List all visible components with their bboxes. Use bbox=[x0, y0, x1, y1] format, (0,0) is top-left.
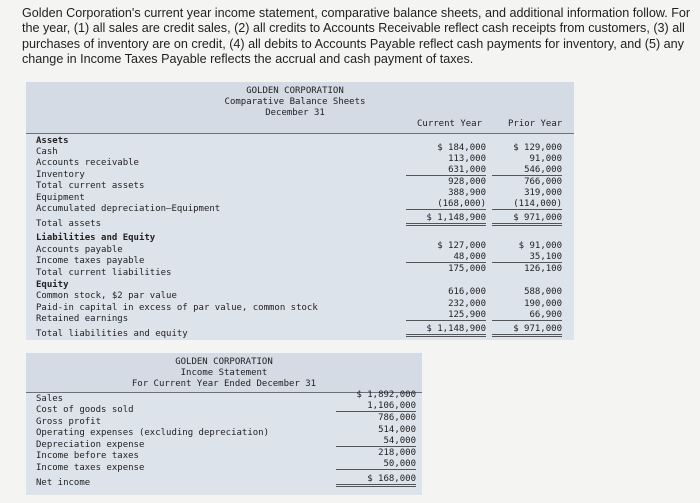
row-label: Income taxes payable bbox=[36, 256, 145, 266]
income-value: 54,000 bbox=[336, 436, 416, 447]
current-year-value: $ 127,000 bbox=[437, 241, 486, 251]
row-label: Accounts receivable bbox=[36, 158, 139, 168]
balance-sheet-date: December 31 bbox=[265, 108, 325, 118]
row-label: Income before taxes bbox=[36, 451, 139, 461]
row-label: Income taxes expense bbox=[36, 463, 145, 473]
income-statement-title: Income Statement bbox=[180, 368, 268, 378]
balance-sheet-company: GOLDEN CORPORATION bbox=[246, 86, 344, 96]
balance-sheet-title: Comparative Balance Sheets bbox=[224, 97, 366, 107]
prior-year-value: 35,100 bbox=[492, 252, 562, 263]
intro-line: Golden Corporation's current year income statement, comparative balance sheets, and additional information follow. For bbox=[22, 6, 691, 20]
row-label: Retained earnings bbox=[36, 314, 129, 324]
prior-year-value: 66,900 bbox=[492, 310, 562, 321]
row-label: Total current assets bbox=[36, 181, 145, 191]
current-year-value: 388,900 bbox=[448, 188, 486, 198]
current-year-value: $ 1,148,900 bbox=[406, 213, 486, 226]
income-value: 514,000 bbox=[378, 425, 416, 435]
prior-year-value: 766,000 bbox=[524, 177, 562, 187]
prior-year-value: 588,000 bbox=[524, 287, 562, 297]
prior-year-value: 190,000 bbox=[524, 299, 562, 309]
intro-line: the year, (1) all sales are credit sales, (2) all credits to Accounts Receivable reflect cash receipts from customers, (3) all bbox=[22, 21, 685, 36]
section-heading-assets: Assets bbox=[36, 136, 69, 146]
row-label: Sales bbox=[36, 394, 64, 404]
intro-paragraph bbox=[22, 6, 691, 67]
section-heading-liabilities-equity: Liabilities and Equity bbox=[36, 233, 156, 243]
current-year-value: 616,000 bbox=[448, 287, 486, 297]
row-label: Equipment bbox=[36, 193, 85, 203]
row-label: Gross profit bbox=[36, 417, 102, 427]
income-statement-period: For Current Year Ended December 31 bbox=[131, 379, 317, 389]
prior-year-value: $ 91,000 bbox=[518, 241, 562, 251]
column-header-prior-year: Prior Year bbox=[508, 119, 563, 129]
intro-line: purchases of inventory are on credit, (4) all debits to Accounts Payable reflect cash payments for inventory, and (5) any bbox=[22, 36, 684, 51]
row-label: Cost of goods sold bbox=[36, 405, 134, 415]
section-heading-equity: Equity bbox=[36, 280, 69, 290]
current-year-value: 125,900 bbox=[406, 310, 486, 321]
row-label: Accumulated depreciation—Equipment bbox=[36, 204, 221, 214]
current-year-value: 232,000 bbox=[448, 299, 486, 309]
current-year-value: 928,000 bbox=[448, 177, 486, 187]
row-label: Net income bbox=[36, 478, 91, 488]
row-label: Total assets bbox=[36, 219, 102, 229]
column-header-current-year: Current Year bbox=[417, 119, 483, 129]
row-label: Paid-in capital in excess of par value, common stock bbox=[36, 303, 318, 313]
income-value: 786,000 bbox=[378, 413, 416, 423]
current-year-value: (168,000) bbox=[406, 199, 486, 210]
row-label: Operating expenses (excluding depreciation) bbox=[36, 428, 269, 438]
income-statement-company: GOLDEN CORPORATION bbox=[175, 357, 273, 367]
row-label: Accounts payable bbox=[36, 245, 123, 255]
income-value: 218,000 bbox=[378, 448, 416, 458]
income-value: 1,106,000 bbox=[336, 401, 416, 412]
prior-year-value: 126,100 bbox=[524, 264, 562, 274]
current-year-value: 631,000 bbox=[406, 165, 486, 176]
income-value: $ 168,000 bbox=[336, 474, 416, 487]
row-label: Depreciation expense bbox=[36, 440, 145, 450]
current-year-value: 175,000 bbox=[448, 264, 486, 274]
row-label: Common stock, $2 par value bbox=[36, 291, 177, 301]
current-year-value: 48,000 bbox=[406, 252, 486, 263]
current-year-value: $ 184,000 bbox=[437, 143, 486, 153]
row-label: Total current liabilities bbox=[36, 268, 172, 278]
row-label: Inventory bbox=[36, 170, 85, 180]
prior-year-value: $ 971,000 bbox=[492, 213, 562, 226]
intro-line: change in Income Taxes Payable reflects the accrual and cash payment of taxes. bbox=[22, 51, 474, 66]
row-label: Cash bbox=[36, 147, 58, 157]
income-value: 50,000 bbox=[336, 459, 416, 470]
current-year-value: $ 1,148,900 bbox=[406, 324, 486, 337]
prior-year-value: (114,000) bbox=[492, 199, 562, 210]
prior-year-value: 91,000 bbox=[529, 154, 562, 164]
prior-year-value: 546,000 bbox=[492, 165, 562, 176]
prior-year-value: 319,000 bbox=[524, 188, 562, 198]
current-year-value: 113,000 bbox=[448, 154, 486, 164]
row-label: Total liabilities and equity bbox=[36, 329, 188, 339]
income-value: $ 1,892,000 bbox=[356, 390, 416, 400]
prior-year-value: $ 971,000 bbox=[492, 324, 562, 337]
prior-year-value: $ 129,000 bbox=[513, 143, 562, 153]
